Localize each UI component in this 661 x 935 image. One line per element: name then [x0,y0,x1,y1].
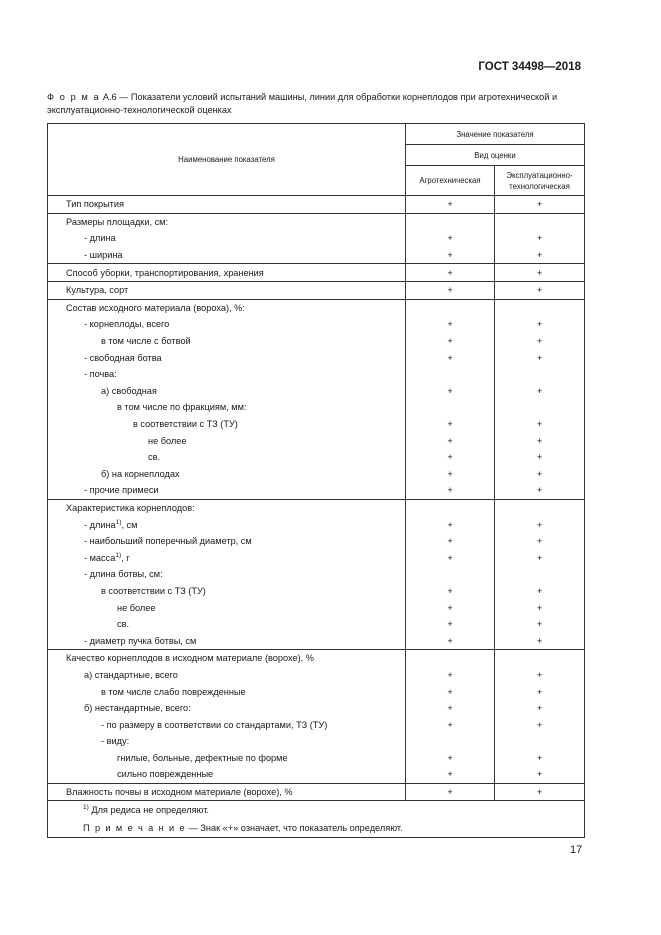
table-row [48,750,585,767]
table-row [48,196,585,214]
row-expl-value: + [495,432,585,449]
row-agro-value [406,566,495,583]
row-label-text: - прочие примеси [84,485,159,496]
standard-designation: ГОСТ 34498—2018 [478,61,581,73]
row-agro-value [406,366,495,383]
row-expl-value: + [495,549,585,566]
row-label-cell [48,349,406,366]
row-label-cell [48,264,406,282]
table-row [48,566,585,583]
table-header [48,124,585,196]
row-label-text: а) стандартные, всего [84,669,178,680]
table-row [48,616,585,633]
table-row [48,349,585,366]
row-label-text: Состав исходного материала (вороха), %: [66,302,245,313]
row-label-text: в соответствии с ТЗ (ТУ) [101,585,206,596]
table-row [48,449,585,466]
row-agro-value: + [406,196,495,214]
note [83,819,584,837]
row-label [84,319,169,329]
row-label [117,619,129,629]
row-label-cell [48,230,406,247]
row-agro-value: + [406,316,495,333]
table-footer [48,801,585,838]
row-agro-value: + [406,516,495,533]
table-row [48,733,585,750]
row-agro-value: + [406,466,495,483]
row-label [101,336,191,346]
row-label [66,217,168,227]
row-expl-value: + [495,667,585,684]
row-label-text: - ширина [84,250,123,261]
row-expl-value: + [495,281,585,299]
row-label-text: сильно поврежденные [117,769,214,780]
row-label-text: Тип покрытия [66,199,125,210]
row-agro-value [406,650,495,667]
table-row [48,383,585,400]
row-label [66,787,293,797]
header-agro: Агротехническая [406,166,495,196]
row-expl-value: + [495,516,585,533]
row-agro-value: + [406,716,495,733]
row-expl-value: + [495,264,585,282]
row-label-text: св. [117,619,130,630]
row-label-cell [48,700,406,717]
row-expl-value: + [495,449,585,466]
note-text: — Знак «+» означает, что показатель определяют. [188,823,403,834]
row-label-cell [48,516,406,533]
row-label [101,469,180,479]
row-label [117,402,246,412]
table-row [48,399,585,416]
row-label-cell [48,616,406,633]
footnote [83,801,584,819]
table-row [48,516,585,533]
table-row [48,482,585,499]
row-label [117,769,213,779]
row-label-cell [48,683,406,700]
table-row [48,549,585,566]
row-label-cell [48,366,406,383]
form-title: — Показатели условий испытаний машины, линии для обработки корнеплодов при агротехнической и эксплуатационно-технологической оценках [47,92,558,115]
row-label-cell [48,667,406,684]
row-label-text: Размеры площадки, см: [66,216,169,227]
row-label-text: в том числе слабо поврежденные [101,686,246,697]
row-label-cell [48,766,406,783]
row-agro-value: + [406,766,495,783]
row-label-text: не более [117,602,156,613]
row-label-text: - по размеру в соответствии со стандартами, ТЗ (ТУ) [101,719,328,730]
row-label-text: - диаметр пучка ботвы, см [84,635,197,646]
row-label-cell [48,383,406,400]
row-label [66,268,264,278]
row-label-text: Характеристика корнеплодов: [66,502,195,513]
header-name: Наименование показателя [48,124,406,196]
row-expl-value [495,399,585,416]
row-label-text: б) нестандартные, всего: [84,703,191,714]
row-agro-value: + [406,333,495,350]
row-label-footnote-mark: 1) [115,518,122,526]
row-label-text: Влажность почвы в исходном материале (ворохе), % [66,787,293,798]
table-row [48,333,585,350]
row-label [84,233,116,243]
row-label [84,353,162,363]
row-agro-value: + [406,700,495,717]
row-label [133,419,238,429]
row-agro-value: + [406,383,495,400]
table-row [48,466,585,483]
row-label-text: - длина [84,519,116,530]
row-agro-value: + [406,281,495,299]
row-expl-value: + [495,716,585,733]
row-expl-value: + [495,466,585,483]
table-body [48,196,585,801]
row-label-cell [48,533,406,550]
row-label-cell [48,750,406,767]
row-label-cell [48,196,406,214]
row-agro-value: + [406,667,495,684]
row-label-text: - корнеплоды, всего [84,319,170,330]
row-label [84,485,159,495]
row-expl-value: + [495,333,585,350]
row-agro-value: + [406,783,495,801]
row-label-cell [48,482,406,499]
row-agro-value: + [406,616,495,633]
row-label-footnote-mark: 1) [115,551,122,559]
page-number: 17 [570,844,583,856]
row-expl-value: + [495,583,585,600]
form-caption [47,91,587,117]
row-label-cell [48,299,406,316]
row-expl-value: + [495,750,585,767]
row-expl-value: + [495,766,585,783]
row-label-unit: , г [121,552,130,563]
row-agro-value: + [406,750,495,767]
row-agro-value: + [406,264,495,282]
row-expl-value [495,650,585,667]
row-label [148,436,187,446]
row-label [66,503,195,513]
row-label [84,536,252,546]
row-label [66,199,124,209]
table-row [48,667,585,684]
table-row [48,632,585,649]
row-agro-value [406,499,495,516]
row-label-text: а) свободная [101,385,157,396]
row-label [101,687,246,697]
row-expl-value [495,299,585,316]
row-label-cell [48,583,406,600]
row-expl-value: + [495,616,585,633]
table-row [48,783,585,801]
row-label [84,703,191,713]
row-label-cell [48,213,406,230]
table-row [48,766,585,783]
row-label [101,736,129,746]
row-label-text: Качество корнеплодов в исходном материале (ворохе), % [66,653,314,664]
row-expl-value: + [495,700,585,717]
row-expl-value: + [495,482,585,499]
row-label-text: в том числе по фракциям, мм: [117,402,247,413]
row-label-cell [48,466,406,483]
row-label-cell [48,716,406,733]
row-agro-value: + [406,583,495,600]
row-label-cell [48,783,406,801]
row-label-text: св. [148,452,161,463]
table-row [48,599,585,616]
row-label-cell [48,281,406,299]
header-expl [495,166,585,196]
form-word: Ф о р м а [47,92,101,102]
row-expl-value: + [495,196,585,214]
row-label-text: Способ уборки, транспортирования, хранения [66,267,264,278]
row-agro-value [406,213,495,230]
row-expl-value: + [495,416,585,433]
row-agro-value: + [406,247,495,264]
table-row [48,213,585,230]
row-label [84,553,130,563]
row-expl-value: + [495,349,585,366]
row-label-cell [48,566,406,583]
table-row [48,247,585,264]
table-row [48,264,585,282]
row-agro-value: + [406,549,495,566]
header-expl-line1: Эксплуатационно- [506,170,573,180]
table-row [48,683,585,700]
row-expl-value [495,213,585,230]
row-label-text: - масса [84,552,116,563]
row-label-text: гнилые, больные, дефектные по форме [117,752,288,763]
row-label [117,753,288,763]
row-agro-value [406,399,495,416]
row-label-cell [48,599,406,616]
row-label-cell [48,432,406,449]
row-label [84,520,137,530]
row-agro-value: + [406,416,495,433]
row-label-text: - длина ботвы, см: [84,569,163,580]
row-agro-value [406,733,495,750]
footnote-text: Для редиса не определяют. [91,805,209,816]
table-row [48,366,585,383]
row-label-cell [48,733,406,750]
table-row [48,533,585,550]
row-expl-value [495,499,585,516]
row-expl-value: + [495,599,585,616]
row-label [66,653,314,663]
row-agro-value: + [406,599,495,616]
row-label [101,586,206,596]
row-agro-value: + [406,349,495,366]
row-expl-value: + [495,230,585,247]
row-agro-value: + [406,449,495,466]
row-label [101,720,327,730]
row-agro-value: + [406,683,495,700]
row-label-text: в соответствии с ТЗ (ТУ) [133,419,238,430]
row-label-text: не более [148,435,187,446]
row-label-cell [48,333,406,350]
row-label [117,603,156,613]
row-label-cell [48,399,406,416]
row-label-cell [48,650,406,667]
row-label-cell [48,549,406,566]
row-label-text: - почва: [84,369,117,380]
row-label [84,250,123,260]
table-row [48,650,585,667]
row-expl-value: + [495,533,585,550]
form-number: А.6 [102,92,117,102]
row-expl-value: + [495,247,585,264]
header-kind: Вид оценки [406,145,585,166]
row-expl-value: + [495,632,585,649]
row-label-cell [48,316,406,333]
row-label-cell [48,247,406,264]
row-agro-value: + [406,432,495,449]
row-label-text: - виду: [101,736,130,747]
row-label [84,569,163,579]
row-label-text: - наибольший поперечный диаметр, см [84,536,252,547]
row-label-cell [48,449,406,466]
note-word: П р и м е ч а н и е [83,823,187,834]
row-label [101,386,157,396]
table-row [48,716,585,733]
table-row [48,499,585,516]
table-row [48,299,585,316]
header-expl-line2: технологическая [509,181,570,191]
row-expl-value: + [495,783,585,801]
table-row [48,583,585,600]
row-label-text: - свободная ботва [84,352,162,363]
table-row [48,432,585,449]
header-value: Значение показателя [406,124,585,145]
row-label-cell [48,416,406,433]
row-label [84,670,178,680]
row-agro-value: + [406,533,495,550]
table-row [48,316,585,333]
row-expl-value: + [495,383,585,400]
row-expl-value [495,733,585,750]
row-label-text: - длина [84,233,116,244]
row-expl-value: + [495,683,585,700]
table-row [48,230,585,247]
row-label-cell [48,499,406,516]
row-agro-value: + [406,230,495,247]
row-label-cell [48,632,406,649]
footnote-mark: 1) [83,804,89,812]
table-row [48,700,585,717]
row-agro-value: + [406,482,495,499]
row-expl-value [495,366,585,383]
indicators-table [47,123,585,838]
row-label [66,285,128,295]
row-agro-value: + [406,632,495,649]
notes-cell [48,801,585,838]
row-label [84,636,196,646]
table-row [48,416,585,433]
row-agro-value [406,299,495,316]
table-row [48,281,585,299]
row-label-text: в том числе с ботвой [101,336,191,347]
row-label [84,369,117,379]
row-label-unit: , см [121,519,138,530]
row-label [148,452,160,462]
row-label [66,303,245,313]
row-label-text: б) на корнеплодах [101,468,180,479]
row-expl-value [495,566,585,583]
row-label-text: Культура, сорт [66,285,129,296]
row-expl-value: + [495,316,585,333]
